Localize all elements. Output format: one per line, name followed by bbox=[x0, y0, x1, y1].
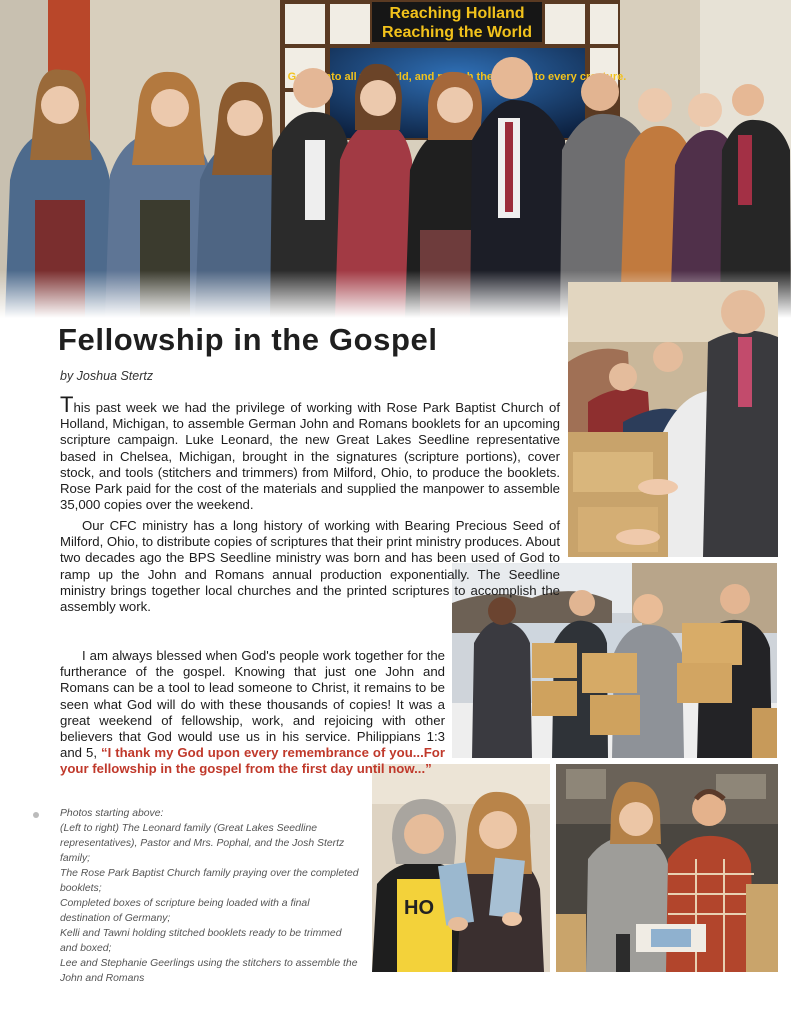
caption-line: (Left to right) The Leonard family (Great Lakes Seedline representatives), Pastor and Mrs. Pophal, and the Josh Stertz family; bbox=[60, 823, 345, 864]
scripture-quote: “I thank my God upon every remembrance of you...For your fellowship in the gospel from the first day until now...” bbox=[60, 745, 445, 777]
paragraph-3-text: I am always blessed when God's people work together for the furtherance of the gospel. Knowing that just one John and Romans can be a tool to lead someone to Christ, it remains to be seen what God will do with these thousands of copies! It was a great weekend of fellowship, work, and rejoicing with other believers that God would use us in his service. Philippians 1:3 and 5, bbox=[60, 648, 445, 761]
stitchers-photo bbox=[556, 764, 778, 972]
caption-line: The Rose Park Baptist Church family praying over the completed booklets; bbox=[60, 868, 359, 894]
caption-line: Lee and Stephanie Geerlings using the stitchers to assemble the John and Romans bbox=[60, 958, 358, 984]
drop-cap: T bbox=[60, 392, 74, 417]
paragraph-3 bbox=[60, 648, 445, 778]
caption-line: Completed boxes of scripture being loaded with a final destination of Germany; bbox=[60, 898, 310, 924]
kelli-tawni-photo bbox=[372, 764, 550, 972]
caption-line: Kelli and Tawni holding stitched booklets ready to be trimmed and boxed; bbox=[60, 928, 342, 954]
paragraph-1-text: his past week we had the privilege of working with Rose Park Baptist Church of Holland, Michigan, to assemble German John and Romans booklets for an upcoming scripture campaign. Luke Leonard, the new Great Lakes Seedline representative based in Chelsea, Michigan, brought in the signatures (scripture portions), cover stock, and tools (stitchers and trimmers) from Milford, Ohio, to produce the booklets. Rose Park paid for the cost of the materials and supplied the manpower to assemble 35,000 copies over the weekend. bbox=[60, 400, 560, 513]
caption-line: Photos starting above: bbox=[60, 808, 164, 819]
shirt-text: HO bbox=[404, 897, 434, 919]
praying-photo bbox=[568, 282, 778, 557]
paragraph-2: Our CFC ministry has a long history of working with Bearing Precious Seed of Milford, Ohio, to distribute copies of scriptures that their print ministry produces. About two decades ago the BPS Seedline ministry was born and has been used of God to ramp up the John and Romans annual production exponentially. The Seedline ministry brings together local churches and the printed scriptures to accomplish the assembly work. bbox=[60, 518, 560, 615]
caption-bullet bbox=[33, 812, 39, 818]
byline: by Joshua Stertz bbox=[60, 369, 154, 383]
photo-caption bbox=[60, 806, 360, 986]
article-title: Fellowship in the Gospel bbox=[58, 322, 438, 357]
paragraph-1 bbox=[60, 392, 560, 513]
group-photo bbox=[0, 0, 791, 318]
